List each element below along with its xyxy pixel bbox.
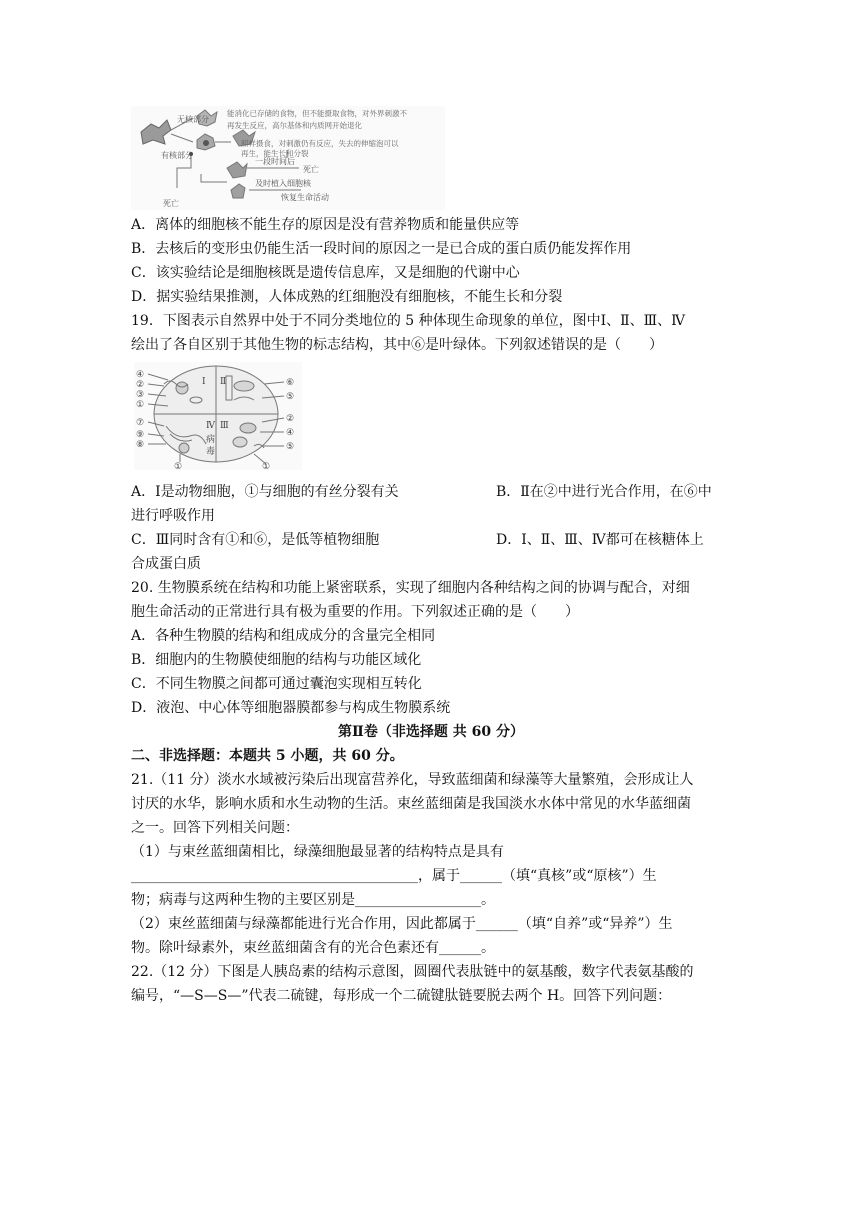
- q20-option-a: A．各种生物膜的结构和组成成分的含量完全相同: [131, 628, 436, 644]
- q19-stem-line2: 绘出了各自区别于其他生物的标志结构，其中⑥是叶绿体。下列叙述错误的是（ ）: [131, 337, 663, 353]
- label-4-right: ④: [286, 428, 295, 438]
- q21-line7: （2）束丝蓝细菌与绿藻都能进行光合作用，因此都属于______（填“自养”或“异养”）生: [131, 916, 673, 932]
- quadrant-label-1: Ⅰ: [202, 377, 206, 387]
- part2-title: 第Ⅱ卷（非选择题 共 60 分）: [338, 724, 524, 740]
- label-death-left: 死亡: [163, 199, 179, 208]
- label-2-right: ②: [286, 414, 295, 424]
- q18-option-d: D．据实验结果推测，人体成熟的红细胞没有细胞核，不能生长和分裂: [131, 289, 563, 305]
- note-no-nucleus-1: 能消化已存储的食物，但不能摄取食物，对外界刺激不: [227, 109, 407, 118]
- q21-line4: （1）与束丝蓝细菌相比，绿藻细胞最显著的结构特点是具有: [131, 844, 504, 860]
- label-recover: 恢复生命活动: [281, 193, 329, 202]
- label-9: ⑨: [136, 430, 145, 440]
- virus-label-1: 病: [206, 435, 216, 445]
- label-5-bottom: ⑤: [286, 442, 295, 452]
- note-nucleus-2: 再生，能生长和分裂: [241, 149, 309, 158]
- q19-option-d-cont: 合成蛋白质: [131, 556, 201, 572]
- label-with-nucleus: 有核部分: [161, 151, 193, 160]
- q20-option-c: C．不同生物膜之间都可通过囊泡实现相互转化: [131, 676, 422, 692]
- q19-option-a: A．Ⅰ是动物细胞，①与细胞的有丝分裂有关: [131, 484, 399, 500]
- label-4: ④: [136, 370, 145, 380]
- label-7: ⑦: [136, 418, 145, 428]
- quadrant-label-2: Ⅱ: [220, 377, 227, 387]
- q19-option-b: B．Ⅱ在②中进行光合作用，在⑥中: [496, 484, 712, 500]
- q21-line6: 物；病毒与这两种生物的主要区别是__________________。: [131, 892, 495, 908]
- label-implant: 及时植入细胞核: [255, 179, 311, 188]
- part2-heading: 二、非选择题：本题共 5 小题，共 60 分。: [131, 748, 404, 764]
- cell-diagram: [134, 362, 302, 470]
- note-nucleus-1: 照样摄食，对刺激仍有反应，失去的伸缩泡可以: [241, 139, 399, 148]
- label-1-bottom-left: ①: [174, 462, 183, 470]
- q21-line8: 物。除叶绿素外，束丝蓝细菌含有的光合色素还有______。: [131, 940, 495, 956]
- cell-types-figure: [134, 362, 302, 470]
- q21-line5: _________________________________________，属于______（填“真核”或“原核”）生: [131, 868, 657, 884]
- note-no-nucleus-2: 再发生反应，高尔基体和内质网开始退化: [227, 121, 362, 130]
- q19-option-d: D．Ⅰ、Ⅱ、Ⅲ、Ⅳ都可在核糖体上: [496, 532, 704, 548]
- label-2: ②: [136, 380, 145, 390]
- label-no-nucleus: 无核部分: [177, 115, 209, 124]
- amoeba-experiment-figure: [131, 106, 445, 210]
- q19-option-c: C．Ⅲ同时含有①和⑥，是低等植物细胞: [131, 532, 380, 548]
- q20-option-b: B．细胞内的生物膜使细胞的结构与功能区域化: [131, 652, 422, 668]
- label-5-top: ⑤: [286, 392, 295, 402]
- q19-stem-line1: 19．下图表示自然界中处于不同分类地位的 5 种体现生命现象的单位，图中Ⅰ、Ⅱ、Ⅲ、Ⅳ: [131, 313, 686, 329]
- label-8: ⑧: [136, 440, 145, 450]
- label-3: ③: [136, 390, 145, 400]
- q18-option-c: C．该实验结论是细胞核既是遗传信息库，又是细胞的代谢中心: [131, 265, 520, 281]
- q18-option-b: B．去核后的变形虫仍能生活一段时间的原因之一是已合成的蛋白质仍能发挥作用: [131, 241, 632, 257]
- q22-line2: 编号，“—S—S—”代表二硫键，每形成一个二硫键肽链要脱去两个 H。回答下列问题：: [131, 988, 672, 1004]
- label-1: ①: [136, 400, 145, 410]
- q20-option-d: D．液泡、中心体等细胞器膜都参与构成生物膜系统: [131, 700, 451, 716]
- quadrant-label-3: Ⅲ: [220, 421, 229, 431]
- quadrant-label-4: Ⅳ: [206, 421, 215, 431]
- q21-line2: 讨厌的水华，影响水质和水生动物的生活。束丝蓝细菌是我国淡水水体中常见的水华蓝细菌: [131, 796, 691, 812]
- label-time: 一段时间后: [255, 157, 295, 166]
- q19-option-b-cont: 进行呼吸作用: [131, 508, 215, 524]
- label-6: ⑥: [286, 378, 295, 388]
- label-1-bottom-right: ①: [262, 462, 271, 470]
- q22-line1: 22.（12 分）下图是人胰岛素的结构示意图，圆圈代表肽链中的氨基酸，数字代表氨基酸的: [131, 964, 694, 980]
- q18-option-a: A．离体的细胞核不能生存的原因是没有营养物质和能量供应等: [131, 217, 520, 233]
- label-death-right: 死亡: [303, 165, 319, 174]
- virus-label-2: 毒: [206, 447, 216, 457]
- q21-line1: 21.（11 分）淡水水域被污染后出现富营养化，导致蓝细菌和绿藻等大量繁殖，会形成让人: [131, 772, 694, 788]
- q20-stem-line2: 胞生命活动的正常进行具有极为重要的作用。下列叙述正确的是（ ）: [131, 604, 579, 620]
- q21-line3: 之一。回答下列相关问题：: [131, 820, 299, 836]
- q20-stem-line1: 20. 生物膜系统在结构和功能上紧密联系，实现了细胞内各种结构之间的协调与配合，对细: [131, 580, 690, 596]
- amoeba-diagram: [131, 106, 445, 210]
